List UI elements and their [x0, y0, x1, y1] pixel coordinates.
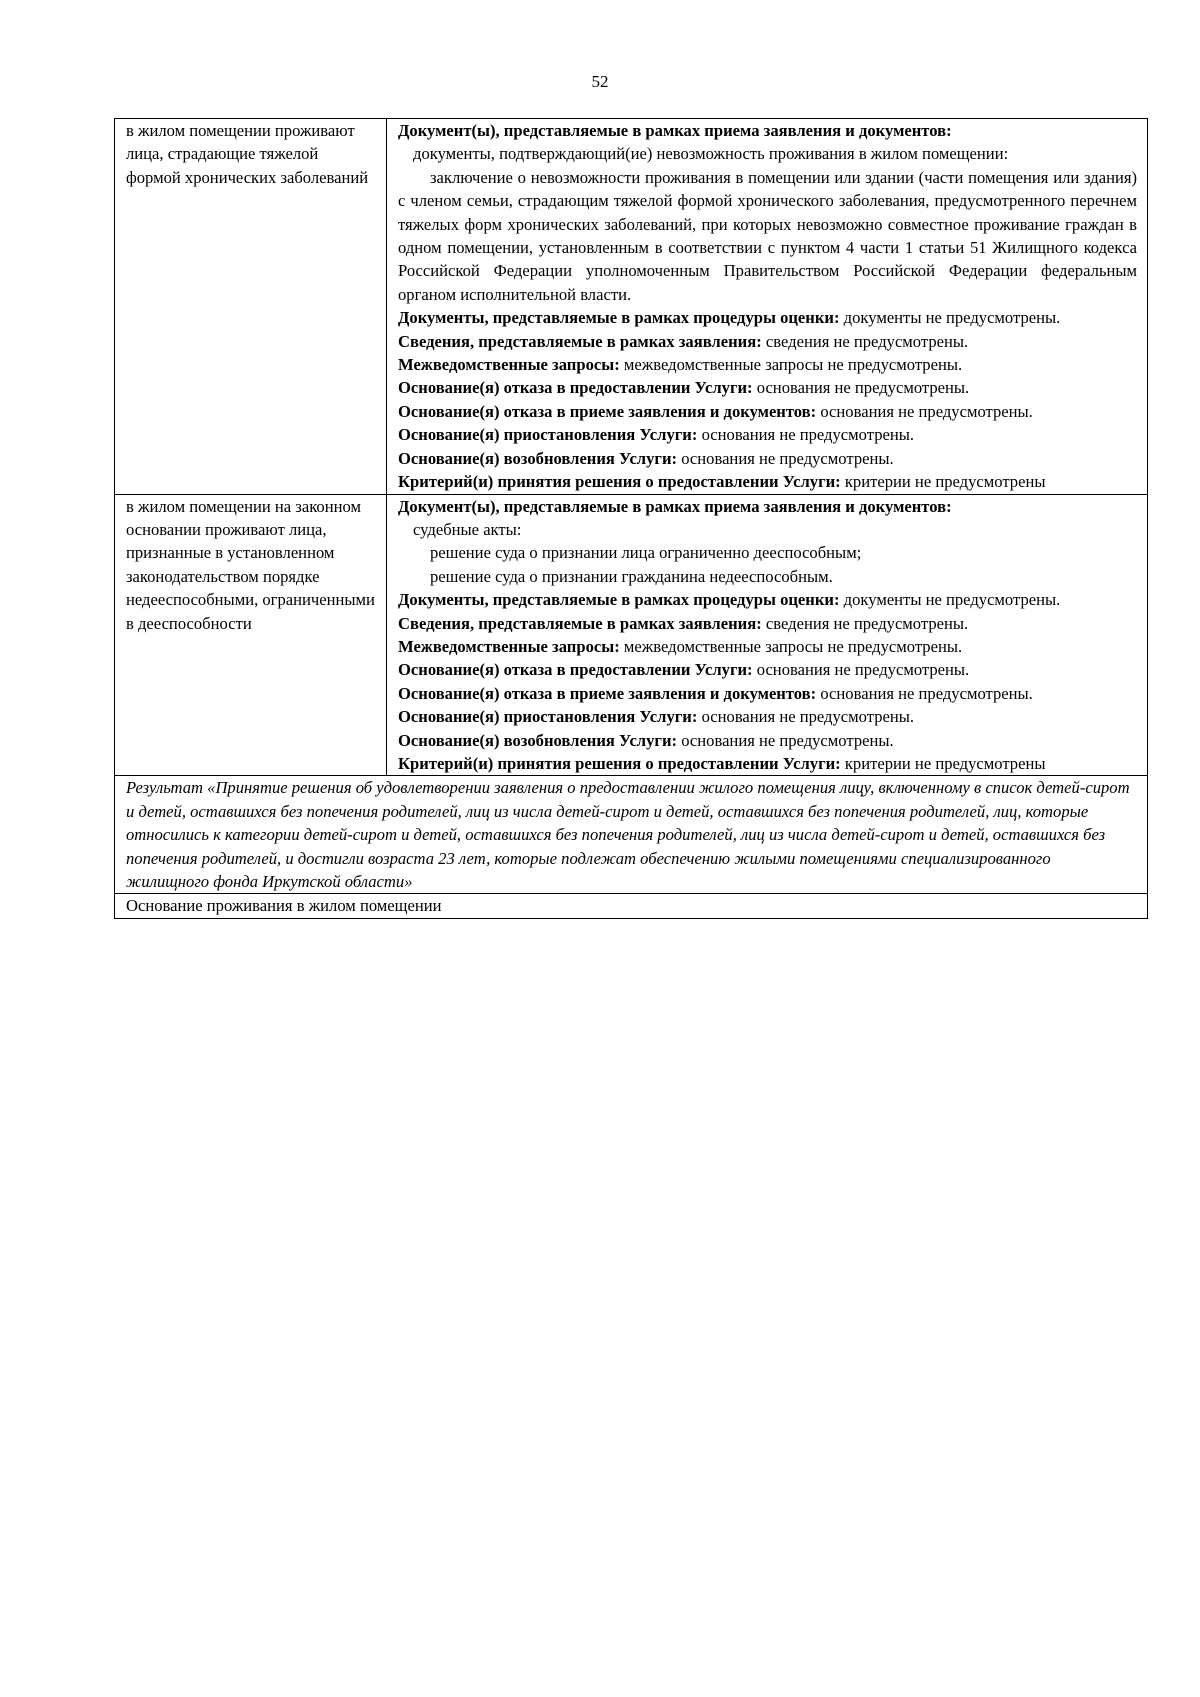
interdep-label: Межведомственные запросы:: [398, 355, 620, 375]
resume-line: [398, 729, 1137, 752]
eval-label: Документы, представляемые в рамках процедуры оценки:: [398, 590, 840, 610]
suspend-label: Основание(я) приостановления Услуги:: [398, 707, 698, 727]
result-cell: [115, 776, 1148, 894]
row-condition-cell: [115, 119, 387, 495]
refuse-accept-text: основания не предусмотрены.: [820, 683, 1033, 703]
interdep-text: межведомственные запросы не предусмотрены.: [623, 355, 963, 375]
docs-intro: судебные акты:: [413, 519, 522, 539]
info-line: [398, 612, 1137, 635]
resume-line: [398, 447, 1137, 470]
refuse-accept-text: основания не предусмотрены.: [820, 401, 1033, 421]
refuse-accept-label: Основание(я) отказа в приеме заявления и документов:: [398, 401, 817, 421]
eval-text: документы не предусмотрены.: [843, 590, 1061, 610]
suspend-label: Основание(я) приостановления Услуги:: [398, 425, 698, 445]
suspend-line: [398, 705, 1137, 728]
resume-label: Основание(я) возобновления Услуги:: [398, 730, 678, 750]
eval-text: документы не предусмотрены.: [843, 308, 1061, 328]
info-label: Сведения, представляемые в рамках заявления:: [398, 613, 762, 633]
criteria-text: критерии не предусмотрены: [844, 472, 1046, 492]
eval-line: [398, 588, 1137, 611]
info-line: [398, 330, 1137, 353]
docs-intro: документы, подтверждающий(ие) невозможность проживания в жилом помещении:: [413, 144, 1009, 164]
suspend-text: основания не предусмотрены.: [701, 425, 915, 445]
docs-label: Документ(ы), представляемые в рамках приема заявления и документов:: [398, 496, 952, 516]
row-condition-text: в жилом помещении проживают лица, страдающие тяжелой формой хронических заболеваний: [126, 121, 369, 187]
eval-line: [398, 306, 1137, 329]
interdep-line: [398, 635, 1137, 658]
resume-text: основания не предусмотрены.: [681, 730, 894, 750]
resume-text: основания не предусмотрены.: [681, 448, 894, 468]
docs-item: заключение о невозможности проживания в помещении или здании (части помещения или здания) с членом семьи, страдающим тяжелой формой хронического заболевания, предусмотренного перечнем тяжелых форм хронических заболеваний, при которых невозможно совместное проживание граждан в одном помещении, установленным в соответствии с пунктом 4 части 1 статьи 51 Жилищного кодекса Российской Федерации уполномоченным Правительством Российской Федерации федеральным органом исполнительной власти.: [398, 167, 1137, 304]
table-row: [115, 894, 1148, 918]
criteria-label: Критерий(и) принятия решения о предоставлении Услуги:: [398, 753, 841, 773]
refuse-service-label: Основание(я) отказа в предоставлении Услуги:: [398, 660, 753, 680]
interdep-line: [398, 353, 1137, 376]
suspend-line: [398, 423, 1137, 446]
eval-label: Документы, представляемые в рамках процедуры оценки:: [398, 308, 840, 328]
interdep-label: Межведомственные запросы:: [398, 636, 620, 656]
criteria-text: критерии не предусмотрены: [844, 753, 1046, 773]
table-row: [115, 776, 1148, 894]
page-number: 52: [591, 72, 609, 91]
refuse-service-text: основания не предусмотрены.: [756, 660, 970, 680]
refuse-accept-line: [398, 682, 1137, 705]
refuse-accept-label: Основание(я) отказа в приеме заявления и документов:: [398, 683, 817, 703]
row-condition-text: в жилом помещении на законном основании проживают лица, признанные в установленном законодательством порядке недееспособными, ограниченными в дееспособности: [126, 496, 375, 633]
info-text: сведения не предусмотрены.: [765, 613, 969, 633]
residence-basis-text: Основание проживания в жилом помещении: [126, 896, 442, 916]
row-condition-cell: [115, 494, 387, 776]
table-row: [115, 494, 1148, 776]
criteria-line: [398, 470, 1137, 493]
interdep-text: межведомственные запросы не предусмотрены.: [623, 636, 963, 656]
docs-item: решение суда о признании гражданина недееспособным.: [430, 566, 833, 586]
refuse-service-line: [398, 376, 1137, 399]
info-text: сведения не предусмотрены.: [765, 331, 969, 351]
suspend-text: основания не предусмотрены.: [701, 707, 915, 727]
refuse-service-text: основания не предусмотрены.: [756, 378, 970, 398]
info-label: Сведения, представляемые в рамках заявления:: [398, 331, 762, 351]
docs-label: Документ(ы), представляемые в рамках приема заявления и документов:: [398, 121, 952, 140]
result-text: Результат «Принятие решения об удовлетворении заявления о предоставлении жилого помещения лицу, включенному в список детей-сирот и детей, оставшихся без попечения родителей, лиц из числа детей-сирот и детей, оставшихся без попечения родителей, лиц, которые относились к категории детей-сирот и детей, оставшихся без попечения родителей, лиц из числа детей-сирот и детей, оставшихся без попечения родителей, и достигли возраста 23 лет, которые подлежат обеспечению жилыми помещениями специализированного жилищного фонда Иркутской области»: [126, 778, 1130, 891]
row-details-cell: [387, 494, 1148, 776]
table-row: [115, 119, 1148, 495]
refuse-service-line: [398, 658, 1137, 681]
residence-basis-cell: [115, 894, 1148, 918]
criteria-line: [398, 752, 1137, 775]
services-table: [114, 118, 1148, 919]
resume-label: Основание(я) возобновления Услуги:: [398, 448, 678, 468]
refuse-accept-line: [398, 400, 1137, 423]
row-details-cell: [387, 119, 1148, 495]
docs-item: решение суда о признании лица ограниченно дееспособным;: [430, 543, 862, 563]
criteria-label: Критерий(и) принятия решения о предоставлении Услуги:: [398, 472, 841, 492]
refuse-service-label: Основание(я) отказа в предоставлении Услуги:: [398, 378, 753, 398]
